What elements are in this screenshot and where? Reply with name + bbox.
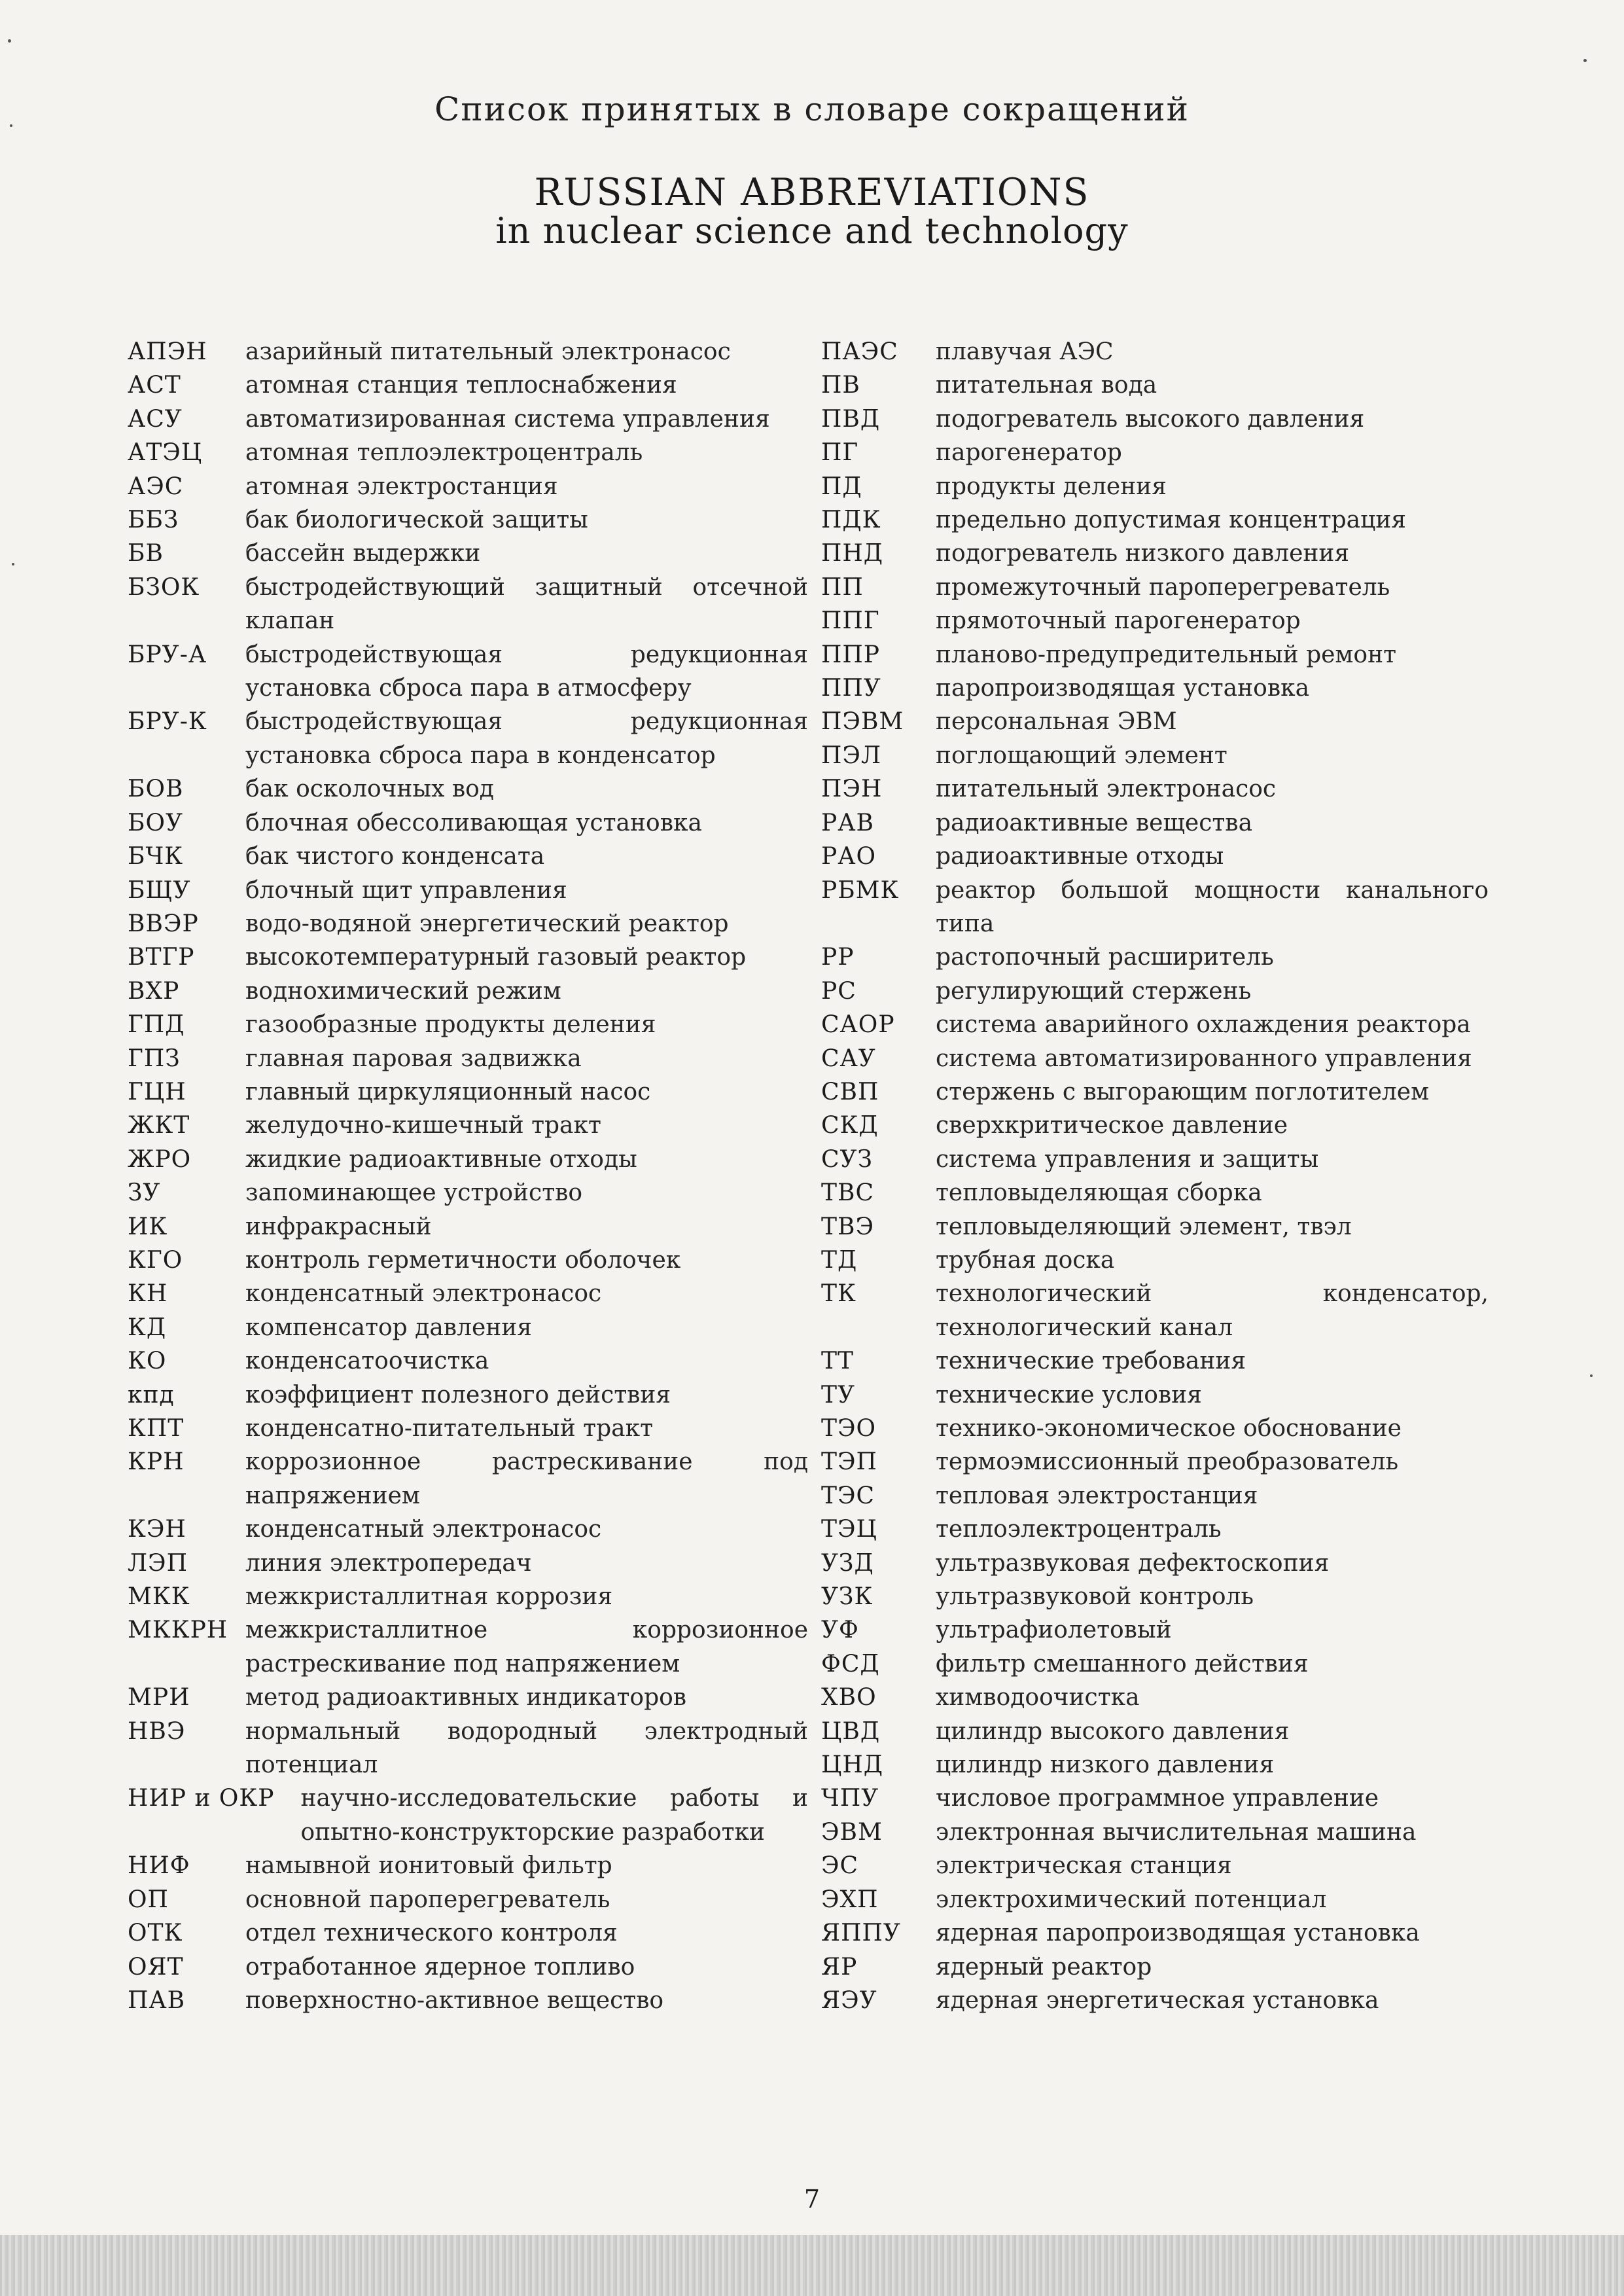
abbreviation: ЦНД: [821, 1751, 884, 1779]
abbreviation-definition: быстродействующий защитный отсечной клапан: [245, 573, 808, 635]
abbreviation-definition: линия электропередач: [245, 1549, 532, 1577]
scan-speck: [12, 563, 14, 565]
abbreviation-entry: [128, 1244, 808, 1277]
abbreviation-entry: [821, 1378, 1489, 1412]
abbreviation-definition: бак биологической защиты: [245, 507, 588, 534]
abbreviation-entry: [128, 806, 808, 840]
abbreviation: ТЭО: [821, 1415, 877, 1442]
abbreviation-definition: система управления и защиты: [936, 1145, 1319, 1173]
abbreviation: БВ: [128, 540, 164, 567]
abbreviation-definition: ядерная энергетическая установка: [936, 1986, 1379, 2014]
abbreviation-definition: научно-исследовательские работы и опытно-конструкторские разработки: [300, 1785, 808, 1846]
abbreviation-entry: [128, 840, 808, 873]
abbreviation-entry: [821, 1008, 1489, 1041]
abbreviation-entry: [821, 1613, 1489, 1647]
abbreviation-definition: ультразвуковая дефектоскопия: [936, 1549, 1330, 1577]
abbreviation: ЖКТ: [128, 1112, 190, 1139]
abbreviation-definition: конденсатно-питательный тракт: [245, 1415, 653, 1442]
abbreviation-entry: [821, 1445, 1489, 1479]
abbreviation-definition: теплоэлектроцентраль: [936, 1516, 1222, 1543]
abbreviation: РАВ: [821, 809, 874, 836]
abbreviation-entry: [128, 1042, 808, 1075]
abbreviation-entry: [821, 368, 1489, 402]
abbreviation-definition: отдел технического контроля: [245, 1920, 618, 1947]
abbreviation-definition: цилиндр низкого давления: [936, 1751, 1275, 1779]
abbreviation: ББЗ: [128, 507, 179, 534]
abbreviation-definition: метод радиоактивных индикаторов: [245, 1684, 687, 1712]
abbreviation-definition: блочный щит управления: [245, 876, 567, 904]
abbreviation-entry: [821, 470, 1489, 503]
abbreviation-entry: [821, 335, 1489, 368]
abbreviation-definition: ядерный реактор: [936, 1953, 1152, 1981]
abbreviation: ТВЭ: [821, 1213, 875, 1240]
abbreviation-definition: трубная доска: [936, 1246, 1115, 1274]
abbreviation: АСУ: [128, 405, 183, 433]
abbreviation: ПАВ: [128, 1986, 186, 2014]
abbreviation-entry: [128, 403, 808, 436]
abbreviation: ЧПУ: [821, 1785, 879, 1812]
abbreviation-entry: [821, 436, 1489, 469]
abbreviation-entry: [821, 1782, 1489, 1815]
abbreviation-definition: паропроизводящая установка: [936, 675, 1310, 702]
abbreviation-entry: [821, 1681, 1489, 1714]
abbreviation-definition: электрохимический потенциал: [936, 1886, 1327, 1913]
abbreviation-entry: [128, 1445, 808, 1513]
abbreviation-definition: стержень с выгорающим поглотителем: [936, 1078, 1430, 1105]
abbreviation: РС: [821, 977, 856, 1005]
abbreviation: САУ: [821, 1045, 876, 1072]
abbreviation: АСТ: [128, 372, 181, 399]
scan-speck: [8, 39, 11, 43]
abbreviation-definition: регулирующий стержень: [936, 977, 1252, 1005]
abbreviation-entry: [821, 1950, 1489, 1984]
abbreviation-entry: [128, 941, 808, 974]
abbreviation: ППР: [821, 641, 881, 668]
abbreviation-entry: [821, 1816, 1489, 1849]
abbreviation: ОП: [128, 1886, 169, 1913]
abbreviation-definition: питательная вода: [936, 372, 1157, 399]
abbreviation-entry: [821, 840, 1489, 873]
abbreviation-entry: [128, 638, 808, 706]
abbreviation-entry: [128, 907, 808, 941]
abbreviation-entry: [128, 705, 808, 772]
scan-speck: [1590, 1374, 1593, 1377]
abbreviation: ППГ: [821, 607, 880, 635]
abbreviation-entry: [128, 1883, 808, 1916]
abbreviation-definition: блочная обессоливающая установка: [245, 809, 702, 836]
abbreviation: УЗД: [821, 1549, 874, 1577]
abbreviation: ПЭВМ: [821, 708, 904, 736]
abbreviation-definition: подогреватель низкого давления: [936, 540, 1350, 567]
abbreviation-definition: инфракрасный: [245, 1213, 432, 1240]
abbreviation: ПВД: [821, 405, 881, 433]
abbreviation-entry: [821, 1513, 1489, 1546]
abbreviation: ТУ: [821, 1381, 856, 1408]
abbreviation: ПДК: [821, 507, 881, 534]
abbreviation: МРИ: [128, 1684, 190, 1712]
abbreviation: РБМК: [821, 876, 900, 904]
scan-speck: [10, 124, 12, 127]
abbreviation-entry: [821, 638, 1489, 672]
abbreviation-entry: [821, 705, 1489, 738]
abbreviation-entry: [128, 1849, 808, 1882]
abbreviation-definition: промежуточный пароперегреватель: [936, 573, 1390, 601]
abbreviation: КПТ: [128, 1415, 185, 1442]
abbreviation-entry: [128, 1916, 808, 1950]
abbreviation: КРН: [128, 1448, 185, 1476]
abbreviation-entry: [821, 874, 1489, 941]
abbreviation: ФСД: [821, 1650, 880, 1677]
abbreviation-definition: быстродействующая редукционная установка сброса пара в атмосферу: [245, 641, 808, 702]
abbreviation-definition: фильтр смешанного действия: [936, 1650, 1309, 1677]
abbreviation-definition: бак осколочных вод: [245, 776, 494, 803]
abbreviation: НИФ: [128, 1852, 190, 1880]
abbreviation-definition: быстродействующая редукционная установка сброса пара в конденсатор: [245, 708, 808, 769]
abbreviation-definition: ядерная паропроизводящая установка: [936, 1920, 1420, 1947]
abbreviation-definition: тепловыделяющая сборка: [936, 1179, 1262, 1207]
abbreviation: ПЭЛ: [821, 742, 881, 769]
abbreviation-entry: [821, 1210, 1489, 1244]
abbreviation-definition: химводоочистка: [936, 1684, 1140, 1712]
abbreviation-definition: газообразные продукты деления: [245, 1011, 656, 1039]
abbreviation: ПЭН: [821, 776, 883, 803]
abbreviation-entry: [128, 1344, 808, 1378]
abbreviation-definition: компенсатор давления: [245, 1314, 532, 1341]
abbreviation: ПГ: [821, 439, 859, 467]
abbreviation: СУЗ: [821, 1145, 873, 1173]
abbreviation-definition: нормальный водородный электродный потенциал: [245, 1717, 808, 1779]
abbreviation: ВВЭР: [128, 910, 199, 937]
abbreviation: НВЭ: [128, 1717, 186, 1745]
abbreviation-entry: [821, 806, 1489, 840]
abbreviation-definition: межкристаллитное коррозионное растрескивание под напряжением: [245, 1617, 808, 1677]
abbreviation-definition: тепловыделяющий элемент, твэл: [936, 1213, 1352, 1240]
abbreviation: ПП: [821, 573, 864, 601]
abbreviation: КГО: [128, 1246, 183, 1274]
abbreviation-definition: технические требования: [936, 1348, 1246, 1375]
abbreviation: УЗК: [821, 1583, 874, 1611]
abbreviation-entry: [821, 1075, 1489, 1109]
abbreviation: ТТ: [821, 1348, 855, 1375]
abbreviation: БЗОК: [128, 573, 200, 601]
abbreviation-definition: атомная станция теплоснабжения: [245, 372, 677, 399]
abbreviation: СВП: [821, 1078, 879, 1105]
abbreviation-entry: [821, 1109, 1489, 1142]
abbreviation-definition: главный циркуляционный насос: [245, 1078, 651, 1105]
abbreviation: ХВО: [821, 1684, 877, 1712]
abbreviation-entry: [128, 1681, 808, 1714]
abbreviation-entry: [821, 1344, 1489, 1378]
abbreviation: БЧК: [128, 843, 184, 870]
abbreviation-column-right: [821, 335, 1489, 2017]
abbreviation-entry: [128, 1613, 808, 1681]
abbreviation: ПВ: [821, 372, 860, 399]
abbreviation: ППУ: [821, 675, 881, 702]
abbreviation: ЖРО: [128, 1145, 192, 1173]
abbreviation-definition: радиоактивные отходы: [936, 843, 1224, 870]
abbreviation-definition: предельно допустимая концентрация: [936, 507, 1406, 534]
abbreviation-entry: [128, 975, 808, 1008]
abbreviation-definition: радиоактивные вещества: [936, 809, 1253, 836]
abbreviation: ЦВД: [821, 1717, 881, 1745]
abbreviation: ТВС: [821, 1179, 875, 1207]
abbreviation-entry: [128, 1950, 808, 1984]
abbreviation: СКД: [821, 1112, 879, 1139]
abbreviation-definition: отработанное ядерное топливо: [245, 1953, 635, 1981]
abbreviation: ЛЭП: [128, 1549, 188, 1577]
abbreviation: ТЭС: [821, 1482, 875, 1509]
abbreviation-entry: [128, 470, 808, 503]
abbreviation-definition: система аварийного охлаждения реактора: [936, 1011, 1471, 1039]
abbreviation-entry: [128, 1378, 808, 1412]
abbreviation-definition: цилиндр высокого давления: [936, 1717, 1290, 1745]
abbreviation-entry: [821, 1883, 1489, 1916]
abbreviation-definition: продукты деления: [936, 473, 1167, 500]
abbreviation: ОТК: [128, 1920, 183, 1947]
abbreviation: ЭХП: [821, 1886, 879, 1913]
abbreviation-entry: [128, 1547, 808, 1580]
abbreviation-definition: технические условия: [936, 1381, 1202, 1408]
abbreviation: ТК: [821, 1280, 856, 1308]
title-russian: Список принятых в словаре сокращений: [434, 90, 1190, 128]
abbreviation-definition: подогреватель высокого давления: [936, 405, 1365, 433]
abbreviation: НИР и ОКР: [128, 1785, 275, 1812]
abbreviation-definition: плавучая АЭС: [936, 338, 1114, 365]
abbreviation-entry: [821, 1916, 1489, 1950]
abbreviation: ПАЭС: [821, 338, 898, 365]
abbreviation-definition: атомная электростанция: [245, 473, 558, 500]
abbreviation-definition: персональная ЭВМ: [936, 708, 1177, 736]
abbreviation: ТЭП: [821, 1448, 877, 1476]
abbreviation: КД: [128, 1314, 167, 1341]
abbreviation-entry: [128, 1715, 808, 1782]
abbreviation: ВТГР: [128, 944, 195, 971]
abbreviation-entry: [128, 1143, 808, 1176]
scan-speck: [1583, 59, 1587, 62]
abbreviation: кпд: [128, 1381, 175, 1408]
abbreviation: ЯР: [821, 1953, 858, 1981]
abbreviation-definition: воднохимический режим: [245, 977, 561, 1005]
abbreviation-definition: основной пароперегреватель: [245, 1886, 610, 1913]
abbreviation-definition: бассейн выдержки: [245, 540, 481, 567]
abbreviation-definition: поверхностно-активное вещество: [245, 1986, 664, 2014]
abbreviation-entry: [128, 1210, 808, 1244]
abbreviation-definition: тепловая электростанция: [936, 1482, 1258, 1509]
abbreviation-entry: [821, 1412, 1489, 1445]
abbreviation-entry: [821, 503, 1489, 537]
abbreviation: ГПД: [128, 1011, 185, 1039]
abbreviation-entry: [128, 1580, 808, 1613]
abbreviation-entry: [821, 1647, 1489, 1681]
abbreviation-definition: намывной ионитовый фильтр: [245, 1852, 612, 1880]
abbreviation-entry: [821, 1547, 1489, 1580]
abbreviation-entry: [821, 1042, 1489, 1075]
scan-artifact-band: [0, 2235, 1624, 2296]
abbreviation: САОР: [821, 1011, 895, 1039]
abbreviation: БОВ: [128, 776, 184, 803]
abbreviation-entry: [128, 1008, 808, 1041]
abbreviation: РР: [821, 944, 855, 971]
abbreviation-entry: [128, 537, 808, 570]
abbreviation: ИК: [128, 1213, 168, 1240]
abbreviation-definition: жидкие радиоактивные отходы: [245, 1145, 637, 1173]
abbreviation-definition: конденсатный электронасос: [245, 1280, 602, 1308]
abbreviation-entry: [821, 941, 1489, 974]
abbreviation: АЭС: [128, 473, 184, 500]
abbreviation-definition: водо-водяной энергетический реактор: [245, 910, 729, 937]
abbreviation-entry: [128, 571, 808, 638]
title-english-line1: RUSSIAN ABBREVIATIONS: [534, 171, 1090, 214]
abbreviation-entry: [821, 604, 1489, 637]
abbreviation: АТЭЦ: [128, 439, 203, 467]
abbreviation-entry: [128, 436, 808, 469]
abbreviation-definition: термоэмиссионный преобразователь: [936, 1448, 1399, 1476]
abbreviation-definition: главная паровая задвижка: [245, 1045, 582, 1072]
abbreviation-definition: парогенератор: [936, 439, 1122, 467]
abbreviation-definition: электронная вычислительная машина: [936, 1818, 1417, 1846]
abbreviation: РАО: [821, 843, 876, 870]
abbreviation-definition: коррозионное растрескивание под напряжением: [245, 1448, 808, 1509]
abbreviation-entry: [821, 739, 1489, 772]
title-english: [0, 173, 1624, 250]
abbreviation: ПД: [821, 473, 862, 500]
abbreviation: КО: [128, 1348, 167, 1375]
abbreviation-definition: растопочный расширитель: [936, 944, 1274, 971]
abbreviation-definition: конденсатоочистка: [245, 1348, 489, 1375]
abbreviation: ЗУ: [128, 1179, 161, 1207]
abbreviation: КН: [128, 1280, 168, 1308]
abbreviation: ПНД: [821, 540, 884, 567]
abbreviation: ЭС: [821, 1852, 859, 1880]
abbreviation-definition: прямоточный парогенератор: [936, 607, 1301, 635]
abbreviation-definition: ультразвуковой контроль: [936, 1583, 1254, 1611]
abbreviation-entry: [128, 1109, 808, 1142]
abbreviation-entry: [821, 1143, 1489, 1176]
abbreviation-definition: конденсатный электронасос: [245, 1516, 602, 1543]
abbreviation-entry: [128, 1277, 808, 1310]
abbreviation: МККРН: [128, 1617, 228, 1644]
abbreviation-definition: атомная теплоэлектроцентраль: [245, 439, 643, 467]
abbreviation-entry: [821, 1176, 1489, 1210]
abbreviation: БРУ-К: [128, 708, 207, 736]
abbreviation-entry: [821, 1244, 1489, 1277]
abbreviation-entry: [128, 1513, 808, 1546]
abbreviation-entry: [128, 1075, 808, 1109]
abbreviation-entry: [821, 672, 1489, 705]
abbreviation-entry: [821, 772, 1489, 806]
abbreviation: БЩУ: [128, 876, 191, 904]
abbreviation-entry: [128, 1782, 808, 1849]
abbreviation: УФ: [821, 1617, 859, 1644]
abbreviation-definition: система автоматизированного управления: [936, 1045, 1472, 1072]
abbreviation-definition: бак чистого конденсата: [245, 843, 545, 870]
abbreviation-definition: межкристаллитная коррозия: [245, 1583, 613, 1611]
abbreviation: ЭВМ: [821, 1818, 883, 1846]
abbreviation-definition: питательный электронасос: [936, 776, 1277, 803]
abbreviation: ЯППУ: [821, 1920, 901, 1947]
abbreviation: БОУ: [128, 809, 183, 836]
abbreviation-entry: [821, 571, 1489, 604]
abbreviation-entry: [128, 368, 808, 402]
abbreviation-definition: сверхкритическое давление: [936, 1112, 1288, 1139]
abbreviation-entry: [821, 1984, 1489, 2017]
abbreviation-definition: желудочно-кишечный тракт: [245, 1112, 601, 1139]
abbreviation: ТД: [821, 1246, 858, 1274]
abbreviation-definition: поглощающий элемент: [936, 742, 1227, 769]
abbreviation: АПЭН: [128, 338, 207, 365]
abbreviation-entry: [821, 1277, 1489, 1344]
abbreviation-definition: электрическая станция: [936, 1852, 1232, 1880]
abbreviation-entry: [128, 1176, 808, 1210]
abbreviation-definition: запоминающее устройство: [245, 1179, 583, 1207]
abbreviation-definition: технико-экономическое обоснование: [936, 1415, 1402, 1442]
abbreviation-entry: [128, 1412, 808, 1445]
abbreviation-definition: ультрафиолетовый: [936, 1617, 1172, 1644]
abbreviation: ЯЭУ: [821, 1986, 877, 2014]
abbreviation: ТЭЦ: [821, 1516, 877, 1543]
abbreviation-entry: [128, 874, 808, 907]
abbreviation-entry: [128, 503, 808, 537]
abbreviation-definition: планово-предупредительный ремонт: [936, 641, 1397, 668]
abbreviation-definition: контроль герметичности оболочек: [245, 1246, 681, 1274]
abbreviation: МКК: [128, 1583, 190, 1611]
abbreviation-definition: реактор большой мощности канального типа: [936, 876, 1489, 937]
abbreviation: ВХР: [128, 977, 180, 1005]
abbreviation-entry: [821, 537, 1489, 570]
abbreviation-definition: числовое программное управление: [936, 1785, 1379, 1812]
abbreviation-column-left: [128, 335, 808, 2017]
abbreviation: ГЦН: [128, 1078, 186, 1105]
abbreviation: ГПЗ: [128, 1045, 181, 1072]
abbreviation-entry: [128, 1311, 808, 1344]
abbreviation-entry: [821, 1479, 1489, 1513]
abbreviation-definition: технологический конденсатор, технологический канал: [936, 1280, 1489, 1341]
abbreviation-entry: [821, 1849, 1489, 1882]
abbreviation-definition: азарийный питательный электронасос: [245, 338, 731, 365]
abbreviation-definition: автоматизированная система управления: [245, 405, 770, 433]
abbreviation-definition: коэффициент полезного действия: [245, 1381, 671, 1408]
abbreviation-entry: [128, 772, 808, 806]
abbreviation-entry: [821, 975, 1489, 1008]
abbreviation-definition: высокотемпературный газовый реактор: [245, 944, 747, 971]
abbreviation: ОЯТ: [128, 1953, 184, 1981]
abbreviation-entry: [821, 1748, 1489, 1782]
title-english-line2: in nuclear science and technology: [495, 209, 1129, 251]
abbreviation-entry: [821, 1580, 1489, 1613]
abbreviation-entry: [128, 335, 808, 368]
page-number: 7: [803, 2185, 821, 2214]
abbreviation-entry: [821, 1715, 1489, 1748]
abbreviation: БРУ-А: [128, 641, 207, 668]
abbreviation-entry: [128, 1984, 808, 2017]
abbreviation: КЭН: [128, 1516, 186, 1543]
abbreviation-entry: [821, 403, 1489, 436]
